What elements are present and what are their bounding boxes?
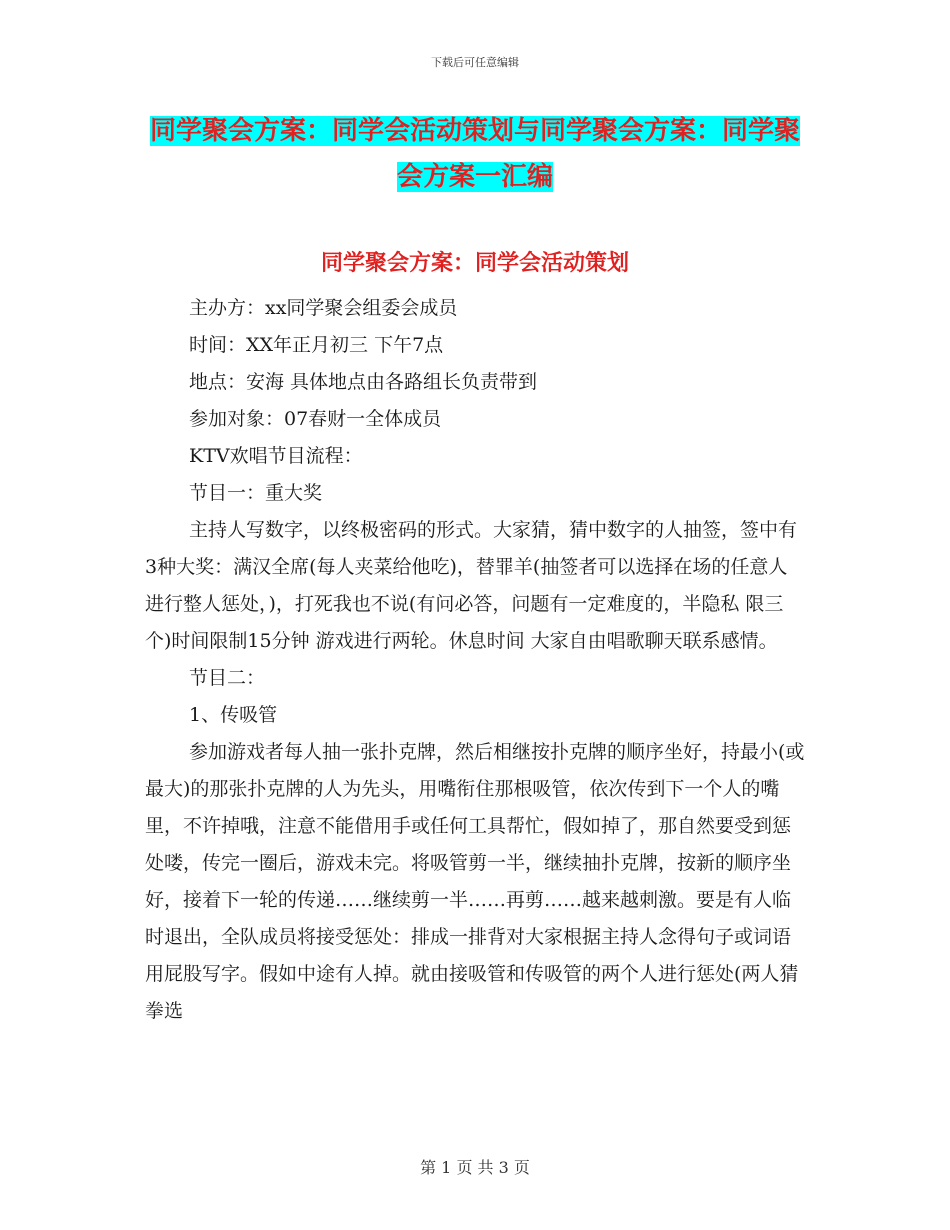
paragraph-organizer: 主办方：xx同学聚会组委会成员 <box>189 297 458 319</box>
header-note: 下载后可任意编辑 <box>431 56 519 69</box>
document-title-text: 同学聚会方案：同学会活动策划与同学聚会方案：同学聚会方案一汇编 <box>149 116 800 192</box>
paragraph-straw-game: 1、传吸管 <box>189 704 278 726</box>
paragraph-straw-game-detail: 参加游戏者每人抽一张扑克牌，然后相继按扑克牌的顺序坐好，持最小(或最大)的那张扑克牌的人为先头，用嘴衔住那根吸管，依次传到下一个人的嘴里，不许掉哦，注意不能借用手或任何工具帮忙，假如掉了，那自然要受到惩处喽，传完一圈后，游戏未完。将吸管剪一半，继续抽扑克牌，按新的顺序坐好，接着下一轮的传递……继续剪一半……再剪……越来越刺激。要是有人临时退出，全队成员将接受惩处：排成一排背对大家根据主持人念得句子或词语 用屁股写字。假如中途有人掉。就由接吸管和传吸管的两个人进行惩处(两人猜拳选 <box>145 741 805 1022</box>
paragraph-program-one-detail: 主持人写数字，以终极密码的形式。大家猜，猜中数字的人抽签，签中有3种大奖：满汉全席(每人夹菜给他吃)，替罪羊(抽签者可以选择在场的任意人进行整人惩处，)，打死我也不说(有问必答，问题有一定难度的，半隐私 限三个)时间限制15分钟 游戏进行两轮。休息时间 大家自由唱歌聊天联系感情。 <box>145 519 798 652</box>
document-body <box>145 290 805 1030</box>
paragraph-participants: 参加对象：07春财一全体成员 <box>189 408 442 430</box>
paragraph-program-one: 节目一：重大奖 <box>189 482 323 504</box>
document-title <box>140 108 810 200</box>
page-number: 第 1 页 共 3 页 <box>420 1158 530 1177</box>
section-title: 同学聚会方案：同学会活动策划 <box>320 251 629 276</box>
paragraph-time: 时间：XX年正月初三 下午7点 <box>189 334 444 356</box>
paragraph-ktv-program: KTV欢唱节目流程： <box>189 445 363 467</box>
paragraph-location: 地点：安海 具体地点由各路组长负责带到 <box>189 371 538 393</box>
paragraph-program-two: 节目二： <box>189 667 266 689</box>
